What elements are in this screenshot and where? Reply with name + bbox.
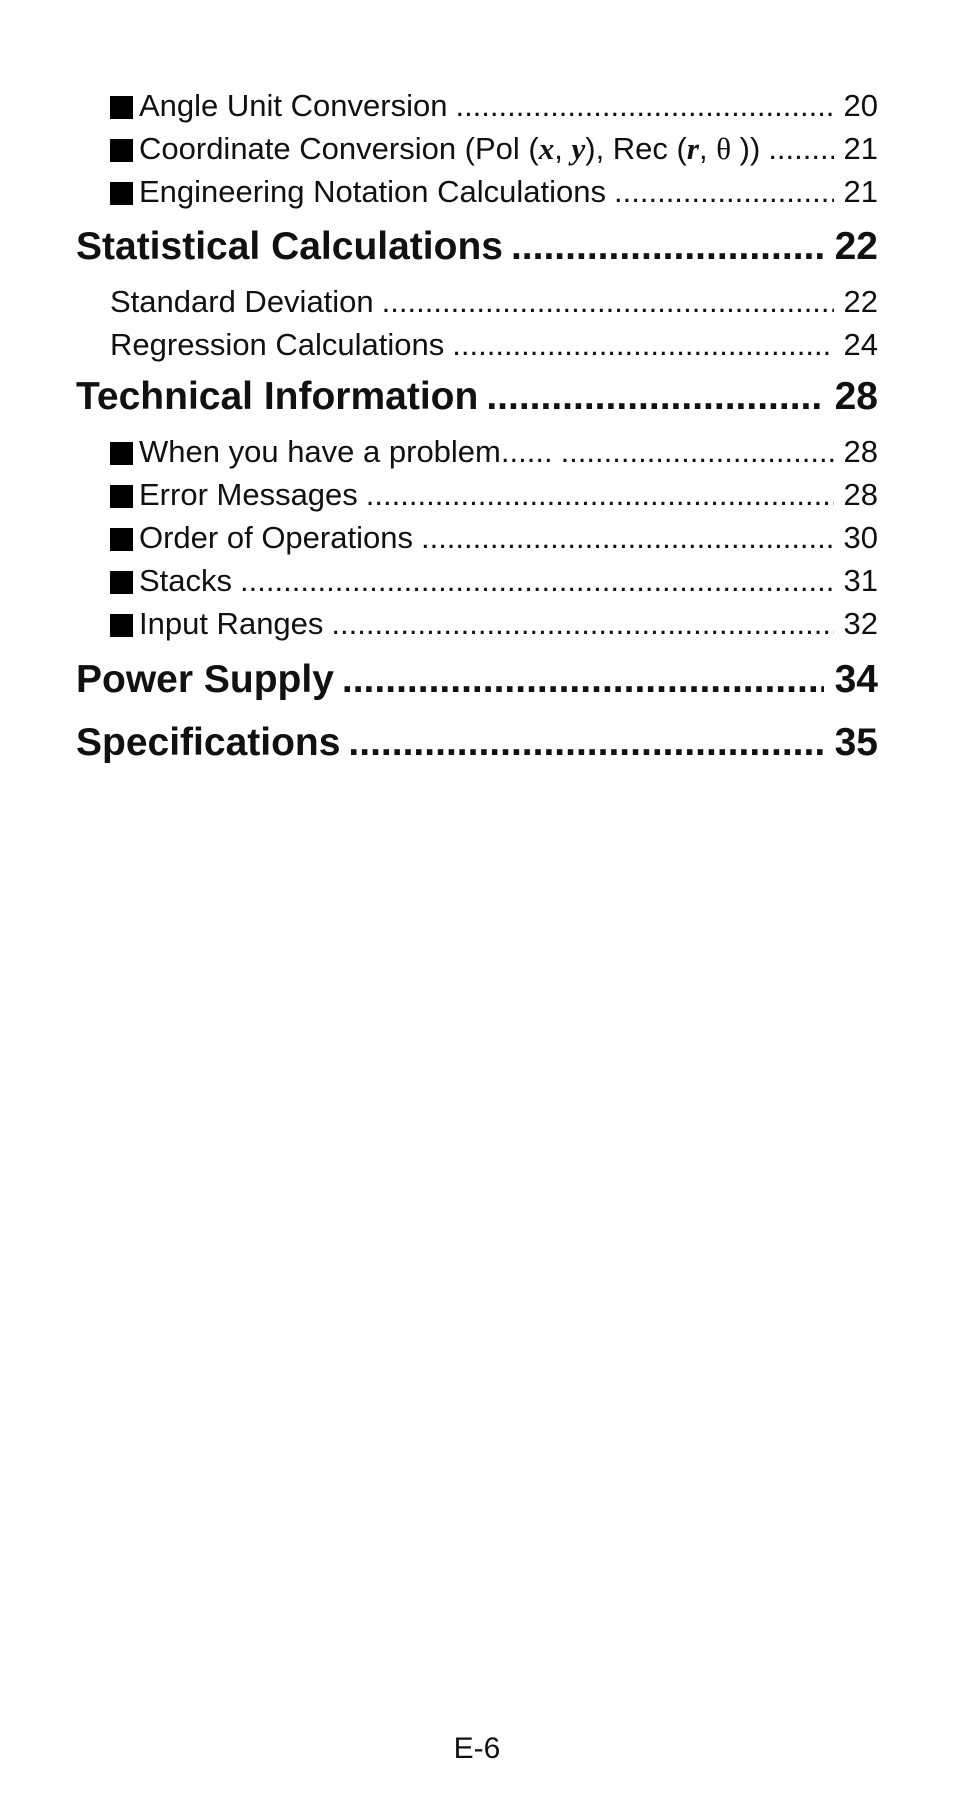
dot-leader xyxy=(486,375,824,419)
toc-entry-error-messages[interactable] xyxy=(110,477,878,517)
toc-section-power-supply[interactable] xyxy=(76,658,878,706)
toc-entry-label: Stacks xyxy=(139,563,233,598)
toc-entry-standard-deviation[interactable] xyxy=(110,284,878,324)
label-text: ), Rec ( xyxy=(585,131,687,166)
toc-entry-page: 30 xyxy=(843,520,878,555)
label-text: )) xyxy=(731,131,761,166)
dot-leader xyxy=(342,658,824,702)
label-text: , xyxy=(554,131,572,166)
toc-section-label: Power Supply xyxy=(76,658,334,701)
toc-entry-page: 28 xyxy=(843,434,878,469)
square-bullet-icon xyxy=(110,571,133,594)
toc-entry-when-you-have-a-problem[interactable] xyxy=(110,434,878,474)
toc-entry-regression-calculations[interactable] xyxy=(110,327,878,367)
math-var-theta: θ xyxy=(716,131,732,166)
square-bullet-icon xyxy=(110,182,133,205)
toc-entry-page: 22 xyxy=(843,284,878,319)
toc-entry-angle-unit-conversion[interactable] xyxy=(110,88,878,128)
page-number: E-6 xyxy=(453,1732,501,1765)
toc-section-technical-information[interactable] xyxy=(76,375,878,423)
toc-entry-label: Input Ranges xyxy=(139,606,324,641)
dot-leader xyxy=(768,131,834,167)
toc-entry-engineering-notation[interactable] xyxy=(110,174,878,214)
toc-entry-order-of-operations[interactable] xyxy=(110,520,878,560)
toc-entry-label: Engineering Notation Calculations xyxy=(139,174,607,209)
toc-entry-input-ranges[interactable] xyxy=(110,606,878,646)
dot-leader xyxy=(348,721,824,765)
toc-section-specifications[interactable] xyxy=(76,721,878,769)
dot-leader xyxy=(561,434,834,470)
toc-section-statistical-calculations[interactable] xyxy=(76,225,878,273)
toc-entry-page: 24 xyxy=(843,327,878,362)
toc-section-label: Specifications xyxy=(76,721,341,764)
square-bullet-icon xyxy=(110,614,133,637)
math-var-r: r xyxy=(686,131,699,166)
dot-leader xyxy=(511,225,824,269)
toc-section-label: Statistical Calculations xyxy=(76,225,503,268)
toc-section-page: 34 xyxy=(834,658,878,701)
math-var-y: y xyxy=(571,131,586,166)
label-text: Coordinate Conversion (Pol ( xyxy=(139,131,539,166)
toc-section-page: 35 xyxy=(834,721,878,764)
toc-entry-label: Regression Calculations xyxy=(110,327,445,362)
toc-entry-label: Order of Operations xyxy=(139,520,413,555)
toc-section-label: Technical Information xyxy=(76,375,479,418)
toc-entry-page: 31 xyxy=(843,563,878,598)
dot-leader xyxy=(240,563,834,599)
toc-entry-page: 28 xyxy=(843,477,878,512)
toc-section-page: 22 xyxy=(834,225,878,268)
square-bullet-icon xyxy=(110,96,133,119)
toc-entry-page: 32 xyxy=(843,606,878,641)
dot-leader xyxy=(452,327,834,363)
dot-leader xyxy=(366,477,834,513)
square-bullet-icon xyxy=(110,442,133,465)
dot-leader xyxy=(614,174,834,210)
toc-entry-coordinate-conversion[interactable] xyxy=(110,131,878,171)
toc-entry-page: 21 xyxy=(843,131,878,166)
toc-entry-label: When you have a problem...... xyxy=(139,434,553,469)
toc-entry-stacks[interactable] xyxy=(110,563,878,603)
dot-leader xyxy=(421,520,834,556)
square-bullet-icon xyxy=(110,485,133,508)
label-text: , xyxy=(698,131,717,166)
toc-entry-page: 21 xyxy=(843,174,878,209)
dot-leader xyxy=(455,88,834,124)
toc-entry-label: Angle Unit Conversion xyxy=(139,88,448,123)
dot-leader xyxy=(331,606,834,642)
dot-leader xyxy=(382,284,834,320)
toc-entry-page: 20 xyxy=(843,88,878,123)
toc-entry-label xyxy=(139,131,760,167)
toc-entry-label: Error Messages xyxy=(139,477,358,512)
toc-section-page: 28 xyxy=(834,375,878,418)
math-var-x: x xyxy=(538,131,555,166)
square-bullet-icon xyxy=(110,139,133,162)
square-bullet-icon xyxy=(110,528,133,551)
toc-entry-label: Standard Deviation xyxy=(110,284,374,319)
